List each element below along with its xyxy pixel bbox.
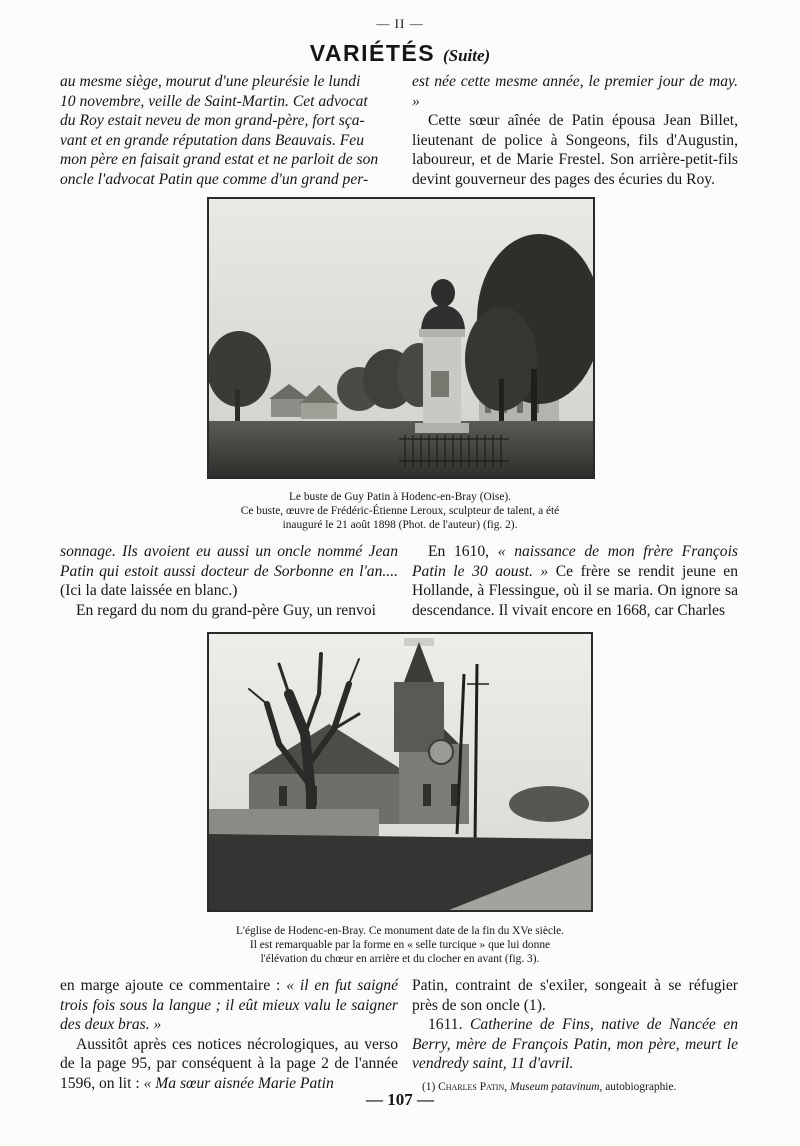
title-text: VARIÉTÉS [309, 40, 436, 66]
bust-photo [207, 197, 595, 479]
paragraph: En regard du nom du grand-père Guy, un renvoi [76, 601, 376, 619]
footnote-work: Museum patavinum, [507, 1080, 603, 1093]
plain-text: (Ici la date laissée en blanc.) [60, 582, 238, 599]
footnote-number: (1) [422, 1080, 439, 1093]
plain-text: En 1610, [428, 543, 498, 560]
text-line: oncle l'advocat Patin que comme d'un grand per- [60, 170, 369, 188]
italic-text: Catherine de Fins, native de Nancée en Berry, mère de François Patin, mon père, meurt le vendredy saint, 11 d'avril. [412, 1016, 738, 1072]
figure-caption [170, 924, 630, 966]
middle-right-column [412, 542, 738, 620]
text-line: vant et en grande réputation dans Beauvais. Feu [60, 131, 365, 149]
plain-text: 1611. [428, 1016, 471, 1033]
footnote-author: Charles Patin, [438, 1080, 508, 1093]
paragraph: Patin, contraint de s'exiler, songeait à se réfugier près de son oncle (1). [412, 977, 738, 1014]
title-suffix: (Suite) [442, 46, 491, 65]
bottom-left-column [60, 976, 398, 1093]
text-line: du Roy estait neveu de mon grand-père, fort sça- [60, 112, 365, 129]
bottom-right-column [412, 976, 738, 1094]
footnote-rest: autobiographie. [602, 1080, 677, 1093]
text-line: au mesme siège, mourut d'une pleurésie le lundi [60, 73, 361, 90]
caption-line: Le buste de Guy Patin à Hodenc-en-Bray (Oise). [288, 491, 512, 503]
caption-line: inauguré le 21 août 1898 (Phot. de l'auteur) (fig. 2). [282, 519, 518, 531]
caption-line: Il est remarquable par la forme en « selle turcique » que lui donne [249, 939, 551, 951]
plain-text: en marge ajoute ce commentaire : [60, 977, 287, 994]
top-left-column [60, 72, 398, 189]
running-head: — II — [376, 16, 424, 31]
page-number: — 107 — [366, 1090, 434, 1109]
italic-text: sonnage. Ils avoient eu aussi un oncle nommé Jean Patin qui estoit aussi docteur de Sorbonne en l'an.... [60, 543, 398, 580]
text-line: mon père en faisait grand estat et ne parloit de son [60, 151, 379, 168]
top-right-column [412, 72, 738, 189]
middle-left-column [60, 542, 398, 620]
italic-text: « naissance de mon frère François Patin le 30 aoust. » [412, 543, 738, 580]
plain-text: Aussitôt après ces notices nécrologiques, au verso de la page 95, par conséquent à la page 2 de l'année 1596, on lit : [60, 1035, 398, 1092]
caption-line: l'élévation du chœur en arrière et du clocher en avant (fig. 3). [260, 953, 540, 965]
caption-line: Ce buste, œuvre de Frédéric-Étienne Leroux, sculpteur de talent, a été [240, 505, 560, 517]
bust-photo-image [209, 199, 593, 477]
quote-line: est née cette mesme année, le premier jour de may. » [412, 73, 738, 110]
church-photo [207, 632, 593, 912]
italic-text: « Ma sœur aisnée Marie Patin [143, 1074, 334, 1092]
page-title [0, 40, 800, 67]
figure-caption [180, 490, 620, 532]
text-line: 10 novembre, veille de Saint-Martin. Cet advocat [60, 92, 368, 110]
italic-text: « il en fut saigné trois fois sous la langue ; il eût mieux valu le saigner des deux bras. » [60, 977, 398, 1033]
church-photo-image [209, 634, 591, 910]
paragraph: Cette sœur aînée de Patin épousa Jean Billet, lieutenant de police à Songeons, fils d'Augustin, laboureur, et de Marie Frestel. Son arrière-petit-fils devint gouverneur des pages des écuries du Roy. [412, 112, 738, 188]
plain-text: Ce frère se rendit jeune en Hollande, à Flessingue, où il se maria. On ignore sa descendance. Il vivait encore en 1668, car Charles [412, 562, 738, 619]
caption-line: L'église de Hodenc-en-Bray. Ce monument date de la fin du XVe siècle. [235, 925, 565, 937]
